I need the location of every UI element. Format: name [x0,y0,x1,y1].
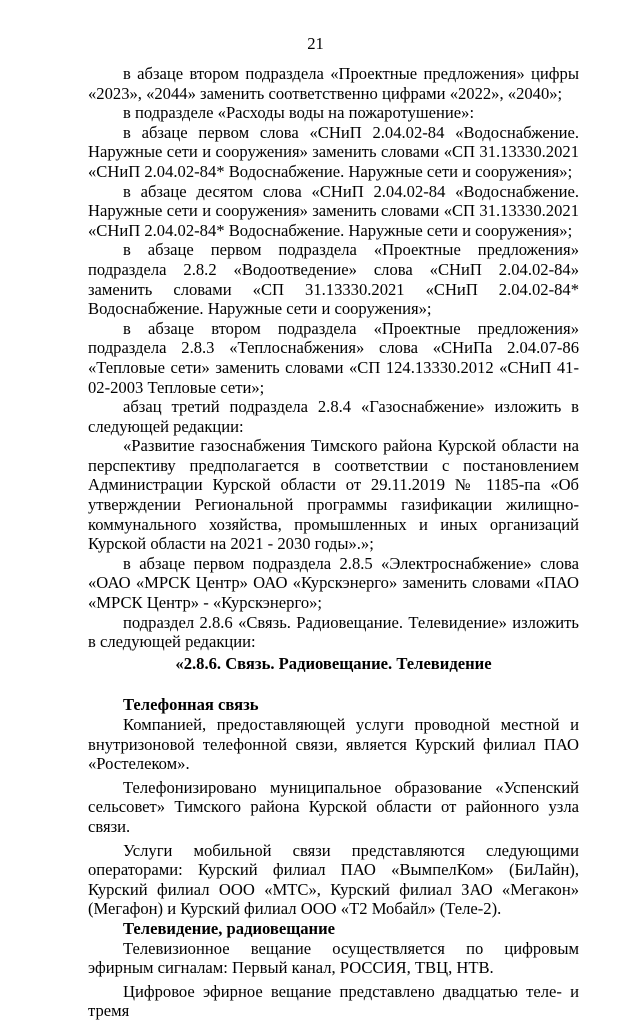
paragraph: Цифровое эфирное вещание представлено двадцатью теле- и тремя [88,981,579,1021]
paragraph: в абзаце первом подраздела «Проектные предложения» подраздела 2.8.2 «Водоотведение» слова «СНиП 2.04.02-84» заменить словами «СП 31.13330.2021 «СНиП 2.04.02-84* Водоснабжение. Наружные сети и сооружения»; [88,240,579,319]
paragraph: в абзаце первом подраздела 2.8.5 «Электроснабжение» слова «ОАО «МРСК Центр» ОАО «Курскэнерго» заменить словами «ПАО «МРСК Центр» - «Курскэнерго»; [88,553,579,613]
paragraph: Телефонизировано муниципальное образование «Успенский сельсовет» Тимского района Курской области от районного узла связи. [88,777,579,836]
quoted-paragraph: «Развитие газоснабжения Тимского района Курской области на перспективу предполагается в соответствии с постановлением Администрации Курской области от 29.11.2019 № 1185-па «Об утверждении Региональной программы газификации жилищно-коммунального хозяйства, промышленных и иных организаций Курской области на 2021 - 2030 годы».»; [88,436,579,554]
document-body [88,64,579,1021]
paragraph: Услуги мобильной связи представляются следующими операторами: Курский филиал ПАО «ВымпелКом» (БиЛайн), Курский филиал ООО «МТС», Курский филиал ЗАО «Мегакон» (Мегафон) и Курский филиал ООО «Т2 Мобайл» (Теле-2). [88,840,579,919]
page-number: 21 [307,34,324,53]
paragraph: в абзаце первом слова «СНиП 2.04.02-84 «Водоснабжение. Наружные сети и сооружения» заменить словами «СП 31.13330.2021 «СНиП 2.04.02-84* Водоснабжение. Наружные сети и сооружения»; [88,122,579,181]
paragraph: Компанией, предоставляющей услуги проводной местной и внутризоновой телефонной связи, является Курский филиал ПАО «Ростелеком». [88,715,579,774]
paragraph: в абзаце втором подраздела «Проектные предложения» цифры «2023», «2044» заменить соответственно цифрами «2022», «2040»; [88,64,579,103]
tv-heading: Телевидение, радиовещание [123,918,336,938]
paragraph: в абзаце втором подраздела «Проектные предложения» подраздела 2.8.3 «Теплоснабжения» слова «СНиПа 2.04.07-86 «Тепловые сети» заменить словами «СП 124.13330.2012 «СНиП 41-02-2003 Тепловые сети»; [88,318,579,397]
paragraph: в подразделе «Расходы воды на пожаротушение»: [123,103,475,123]
paragraph: подраздел 2.8.6 «Связь. Радиовещание. Телевидение» изложить в следующей редакции: [88,612,579,652]
paragraph: в абзаце десятом слова «СНиП 2.04.02-84 «Водоснабжение. Наружные сети и сооружения» заменить словами «СП 31.13330.2021 «СНиП 2.04.02-84* Водоснабжение. Наружные сети и сооружения»; [88,181,579,240]
section-heading: «2.8.6. Связь. Радиовещание. Телевидение [175,653,492,673]
telephone-heading: Телефонная связь [123,695,259,715]
paragraph: Телевизионное вещание осуществляется по цифровым эфирным сигналам: Первый канал, РОССИЯ, ТВЦ, НТВ. [88,938,579,978]
paragraph: абзац третий подраздела 2.8.4 «Газоснабжение» изложить в следующей редакции: [88,397,579,436]
